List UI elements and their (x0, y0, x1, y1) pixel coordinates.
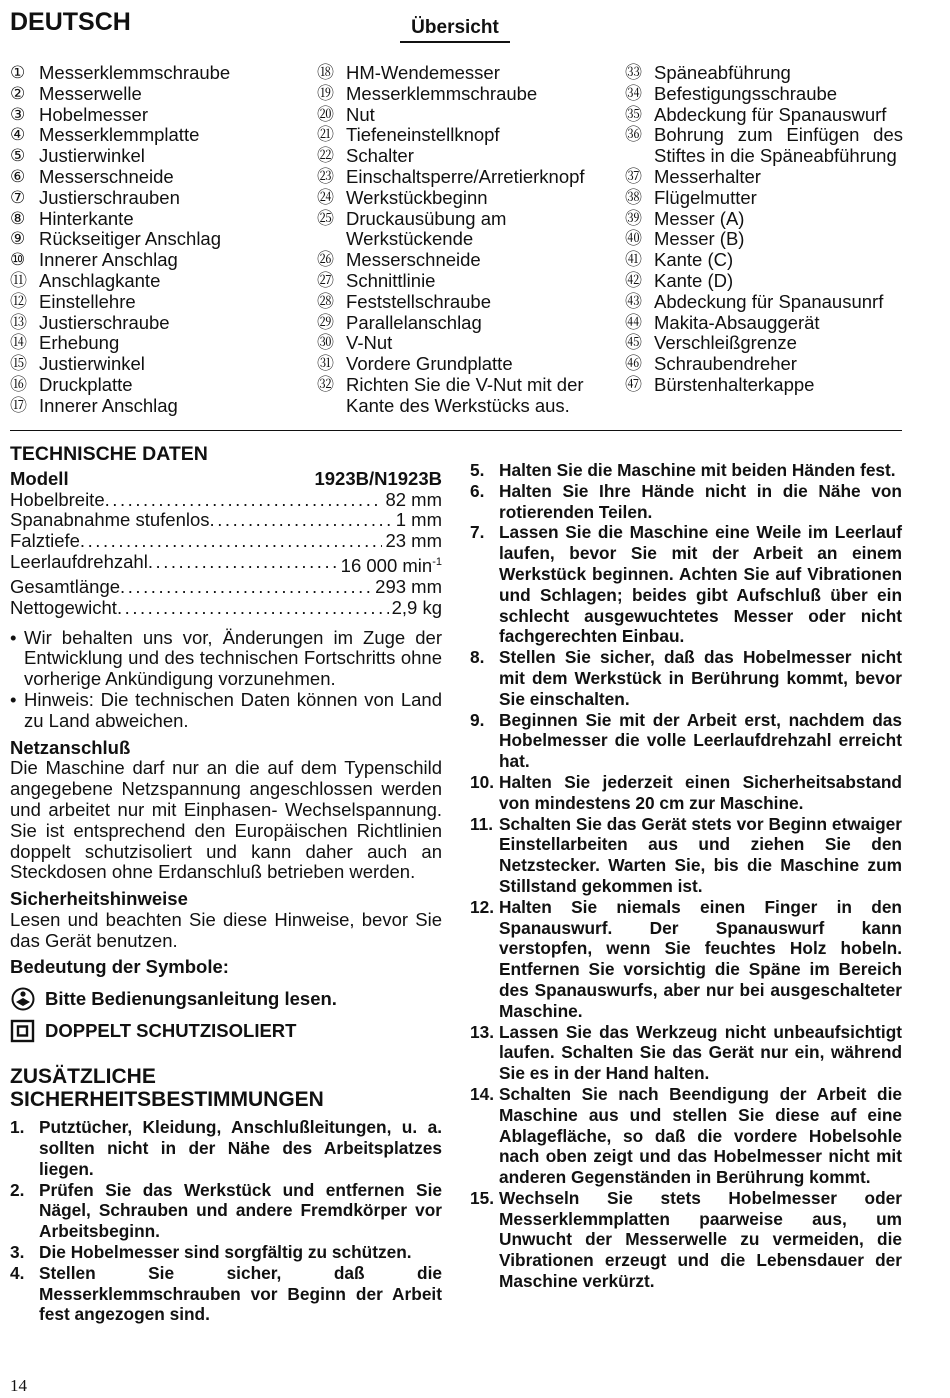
legend-item: ⑯ Druckplatte (10, 373, 133, 395)
legend-item: ⑲ Messerklemmschraube (317, 82, 538, 104)
spec-row: Spanabnahme stufenlos . . . 1 mm (10, 510, 442, 531)
legend-item: ㊱ Bohrung zum Einfügen des Stiftes in die Späneabführung (625, 124, 903, 167)
legend-item: ㉖ Messerschneide (317, 249, 481, 271)
legend-item: ㊸ Abdeckung für Spanausunrf (625, 290, 884, 312)
rules-list-left (10, 1117, 442, 1325)
rule-item: 2. Prüfen Sie das Werkstück und entfernen Sie Nägel, Schrauben und andere Fremdkörper vor Arbeitsbeginn. (10, 1179, 442, 1242)
rule-item: 6. Halten Sie Ihre Hände nicht in die Nähe von rotierenden Teilen. (470, 480, 902, 522)
legend-item: ㉔ Werkstückbeginn (317, 186, 488, 208)
additional-safety-heading: ZUSÄTZLICHE SICHERHEITSBESTIMMUNGEN (10, 1065, 324, 1112)
note-bullet: • Wir behalten uns vor, Änderungen im Zuge der Entwicklung und des technischen Fortschritts ohne vorherige Ankündigung vorzunehmen. (10, 626, 442, 690)
legend-column-2 (317, 63, 602, 417)
spec-row: Gesamtlänge . . . 293 mm (10, 577, 442, 598)
symbol-row: Bitte Bedienungsanleitung lesen. (10, 987, 442, 1011)
rule-item: 12. Halten Sie niemals einen Finger in den Spanauswurf. Der Spanauswurf kann verstopfen, wenn Sie feuchtes Holz hobeln. Entfernen Sie vorsichtig die Späne im Bereich des Spanauswurfs, aber nur bei ausgeschalteter Maschine. (470, 896, 902, 1021)
legend-item: ③ Hobelmesser (10, 103, 148, 125)
legend-column-3 (625, 63, 903, 396)
legend-item: ㊼ Bürstenhalterkappe (625, 373, 815, 395)
legend-item: ⑭ Erhebung (10, 332, 120, 354)
legend-item: ⑤ Justierwinkel (10, 145, 145, 167)
rule-item: 7. Lassen Sie die Maschine eine Weile im Leerlauf laufen, bevor Sie mit der Arbeit an einem Werkstück beginnen. Achten Sie auf Vibrationen und Schlagen; beides gibt Aufschluß über ein schlecht ausgewuchtetes Messer oder nicht fachgerechten Einbau. (470, 522, 902, 647)
legend-item: ㉑ Tiefeneinstellknopf (317, 124, 500, 146)
power-heading: Netzanschluß (10, 736, 131, 758)
spec-row: Nettogewicht . . . 2,9 kg (10, 598, 442, 619)
legend-item: ⑪ Anschlagkante (10, 269, 161, 291)
legend-item: ㊻ Schraubendreher (625, 353, 797, 375)
power-text: Die Maschine darf nur an die auf dem Typenschild angegebene Netzspannung angeschlossen werden und arbeitet nur mit Einphasen- Wechselspannung. Sie ist entsprechend den Europäischen Richtlinien doppelt schutzisoliert und kann daher auch an Steckdosen ohne Erdanschluß betrieben werden. (10, 757, 442, 883)
legend-item: ⑱ HM-Wendemesser (317, 62, 500, 83)
spec-row: Leerlaufdrehzahl . . . 16 000 $\min^{-1}$ (10, 552, 442, 577)
rule-item: 1. Putztücher, Kleidung, Anschlußleitungen, u. a. sollten nicht in der Nähe des Arbeitsplatzes liegen. (10, 1117, 442, 1179)
legend-item: ㊴ Messer (A) (625, 207, 745, 229)
spec-row: Falztiefe . . . 23 mm (10, 531, 442, 552)
safety-text: Lesen und beachten Sie diese Hinweise, bevor Sie das Gerät benutzen. (10, 908, 442, 951)
legend-item: ㊵ Messer (B) (625, 228, 745, 250)
legend-item: ㉘ Feststellschraube (317, 290, 491, 312)
page-number: 14 (10, 1376, 27, 1395)
legend-item: ㊲ Messerhalter (625, 165, 761, 187)
legend-item: ⑧ Hinterkante (10, 207, 134, 229)
symbol-row: DOPPELT SCHUTZISOLIERT (10, 1019, 442, 1043)
left-column (10, 444, 442, 1325)
legend-item: ⑦ Justierschrauben (10, 186, 180, 208)
safety-heading: Sicherheitshinweise (10, 888, 188, 910)
legend-item: ⑮ Justierwinkel (10, 353, 145, 375)
legend-item: ㉝ Späneabführung (625, 62, 791, 83)
rule-item: 14. Schalten Sie nach Beendigung der Arbeit die Maschine aus und stellen Sie diese auf eine Ablagefläche, so daß die vordere Hobelsohle nach oben zeigt und das Hobelmesser nicht mit anderen Gegenständen in Berührung kommt. (470, 1083, 902, 1188)
legend-item: ㉜ Richten Sie die V-Nut mit der Kante des Werkstücks aus. (317, 373, 584, 416)
legend-item: ⑰ Innerer Anschlag (10, 394, 178, 416)
legend-item: ㉙ Parallelanschlag (317, 311, 482, 333)
legend-item: ㉟ Abdeckung für Spanauswurf (625, 103, 887, 125)
rule-item: 8. Stellen Sie sicher, daß das Hobelmesser nicht mit dem Werkstück in Berührung kommt, bevor Sie einschalten. (470, 647, 902, 709)
spec-row: Hobelbreite . . . 82 mm (10, 490, 442, 511)
rule-item: 10. Halten Sie jederzeit einen Sicherheitsabstand von mindestens 20 cm zur Maschine. (470, 771, 902, 813)
legend-item: ④ Messerklemmplatte (10, 124, 200, 146)
read-manual-icon (10, 987, 36, 1011)
legend-item: ⑩ Innerer Anschlag (10, 249, 178, 271)
rule-item: 4. Stellen Sie sicher, daß die Messerklemmschrauben vor Beginn der Arbeit fest angezogen sind. (10, 1262, 442, 1325)
legend-item: ㊹ Makita-Absauggerät (625, 311, 820, 333)
legend-item: ⑳ Nut (317, 103, 375, 125)
spec-model-row: Modell 1923B/N1923B (10, 467, 442, 489)
legend-item: ⑫ Einstellehre (10, 290, 136, 312)
legend-item: ② Messerwelle (10, 82, 142, 104)
page-language-title: DEUTSCH (10, 8, 131, 36)
double-insulated-icon (10, 1019, 36, 1043)
rule-item: 13. Lassen Sie das Werkzeug nicht unbeaufsichtigt laufen. Schalten Sie das Gerät nur ein, während Sie es in der Hand halten. (470, 1021, 902, 1084)
rule-item: 15. Wechseln Sie stets Hobelmesser oder Messerklemmplatten paarweise aus, um Unwucht der Messerwelle zu vermeiden, die Vibrationen erzeugt und die Lebensdauer der Maschine verkürzt. (470, 1187, 902, 1292)
legend-item: ⑬ Justierschraube (10, 311, 170, 333)
legend-item: ㊺ Verschleißgrenze (625, 332, 797, 354)
legend-item: ㊷ Kante (D) (625, 269, 734, 291)
rule-item: 11. Schalten Sie das Gerät stets vor Beginn etwaiger Einstellarbeiten aus und ziehen Sie den Netzstecker. Warten Sie, bis die Maschine zum Stillstand gekommen ist. (470, 813, 902, 896)
symbols-heading: Bedeutung der Symbole: (10, 956, 229, 978)
legend-item: ⑥ Messerschneide (10, 165, 174, 187)
legend-item: ① Messerklemmschraube (10, 62, 231, 83)
legend-item: ㉓ Einschaltsperre/Arretierknopf (317, 165, 585, 187)
section-divider (10, 430, 902, 431)
legend-item: ㉛ Vordere Grundplatte (317, 353, 513, 375)
legend-item: ㉞ Befestigungsschraube (625, 82, 838, 104)
legend-item: ㉚ V-Nut (317, 332, 393, 354)
legend-item: ㉗ Schnittlinie (317, 269, 436, 291)
tech-data-heading: TECHNISCHE DATEN (10, 443, 208, 465)
note-bullet: • Hinweis: Die technischen Daten können von Land zu Land abweichen. (10, 688, 442, 731)
rule-item: 9. Beginnen Sie mit der Arbeit erst, nachdem das Hobelmesser die volle Leerlaufdrehzahl erreicht hat. (470, 709, 902, 772)
overview-title: Übersicht (400, 17, 510, 43)
legend-column-1 (10, 63, 300, 417)
legend-item: ㉕ Druckausübung am Werkstückende (317, 207, 507, 250)
legend-item: ㊳ Flügelmutter (625, 186, 757, 208)
legend-item: ⑨ Rückseitiger Anschlag (10, 228, 222, 250)
legend-item: ㊶ Kante (C) (625, 249, 734, 271)
legend-item: ㉒ Schalter (317, 145, 414, 167)
rules-list-right (470, 460, 902, 1292)
rule-item: 5. Halten Sie die Maschine mit beiden Händen fest. (470, 460, 896, 480)
rule-item: 3. Die Hobelmesser sind sorgfältig zu schützen. (10, 1242, 412, 1263)
